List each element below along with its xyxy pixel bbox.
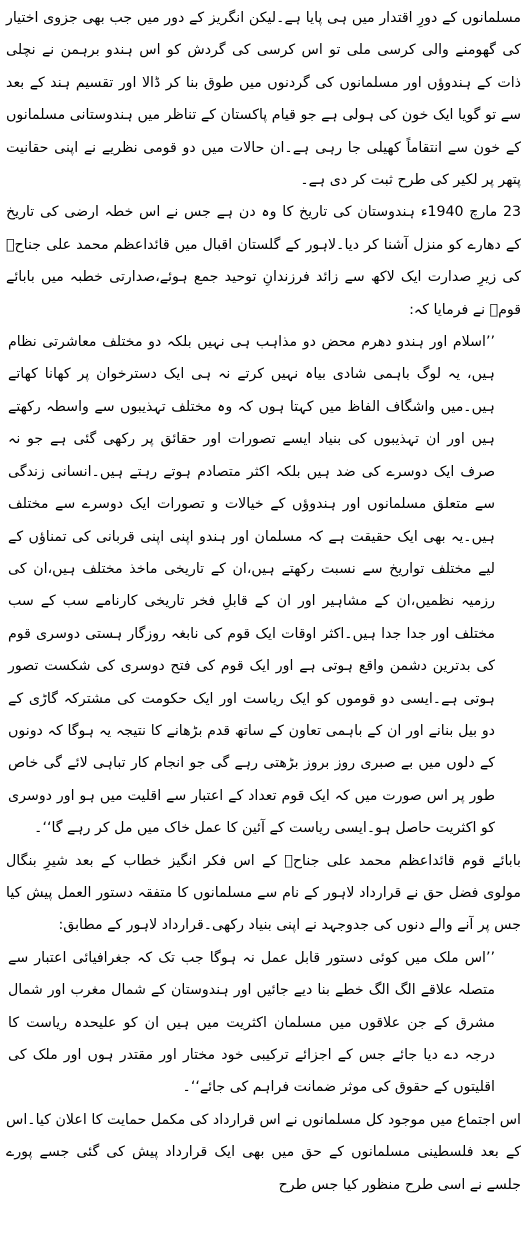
quote-text: ’’اسلام اور ہندو دھرم محض دو مذاہب ہی نہیں بلکہ دو مختلف معاشرتی نظام ہیں، یہ لوگ باہمی شادی بیاہ نہیں کرتے نہ ہی ایک دسترخوان پر کھانا کھاتے ہیں۔میں واشگاف الفاظ میں کہتا ہوں کہ وہ مختلف تہذیبوں سے واسطہ رکھتے ہیں اور ان تہذیبوں کی بنیاد ایسے تصورات اور حقائق پر رکھی گئی ہے جو نہ صرف ایک دوسرے کی ضد ہیں بلکہ اکثر متصادم ہوتے رہتے ہیں۔انسانی زندگی سے متعلق مسلمانوں اور ہندوؤں کے خیالات و تصورات ایک دوسرے سے مختلف ہیں۔یہ بھی ایک حقیقت ہے کہ مسلمان اور ہندو اپنی اپنی قربانی کی تمناؤں کے لیے مختلف تواریخ سے نسبت رکھتے ہیں،ان کے تاریخی ماخذ مختلف ہیں،ان کی رزمیہ نظمیں،ان کے مشاہیر اور ان کے قابلِ فخر تاریخی کارنامے سب کے سب مختلف اور جدا جدا ہیں۔اکثر اوقات ایک قوم کی نابغہ روزگار ہستی دوسری قوم کی بدترین دشمن واقع ہوتی ہے اور ایک قوم کی فتح دوسری کی شکست تصور ہوتی ہے۔ایسی دو قوموں کو ایک ریاست اور ایک حکومت کی مشترکہ گاڑی کے دو بیل بنانے اور ان کے باہمی تعاون کے ساتھ قدم بڑھانے کا نتیجہ یہ ہوگا کہ دونوں کے دلوں میں بے صبری روز بروز بڑھتی رہے گی جو انجام کار تباہی لائے گی خاص طور پر اس صورت میں کہ ایک قوم تعداد کے اعتبار سے اقلیت میں ہو اور دوسری کو اکثریت حاصل ہو۔ایسی ریاست کے آئین کا عمل خاک میں مل کر رہے گا‘‘۔ [8,334,495,837]
quaid-speech-quote [6,326,521,845]
quote-text: ’’اس ملک میں کوئی دستور قابل عمل نہ ہوگا جب تک کہ جغرافیائی اعتبار سے متصلہ علاقے الگ الگ خطے بنا دیے جائیں اور ہندوستان کے شمال مغرب اور شمال مشرق کے جن علاقوں میں مسلمان اکثریت میں ہیں ان کو علیحدہ ریاست کا درجہ دے دیا جائے جس کے اجزائے ترکیبی خود مختار اور مقتدر ہوں اور ملک کی اقلیتوں کے حقوق کی موثر ضمانت فراہم کی جائے‘‘۔ [8,949,495,1096]
paragraph-palestine: اس اجتماع میں موجود کل مسلمانوں نے اس قرارداد کی مکمل حمایت کا اعلان کیا۔اس کے بعد فلسطینی مسلمانوں کے حق میں بھی ایک قرارداد پیش کی گئی جسے پورے جلسے نے اسی طرح منظور کیا جس طرح [6,1111,521,1193]
paragraph-march-1940: 23 مارچ 1940ء ہندوستان کی تاریخ کا وہ دن ہے جس نے اس خطہ ارضی کی تاریخ کے دھارے کو منزل آشنا کر دیا۔لاہور کے گلستان اقبال میں قائداعظم محمد علی جناحؒ کی زیرِ صدارت ایک لاکھ سے زائد فرزندانِ توحید جمع ہوئے،صدارتی خطبہ میں بابائے قومؒ نے فرمایا کہ: [6,204,522,318]
paragraph-intro: مسلمانوں کے دورِ اقتدار میں ہی پایا ہے۔لیکن انگریز کے دور میں جب بھی جزوی اختیار کی گھومنے والی کرسی ملی تو اس کرسی کی گردش کو اس ہندو برہمن نے نچلی ذات کے ہندوؤں اور مسلمانوں کی گردنوں میں طوق بنا کر ڈالا اور تقسیم ہند کے بعد سے تو گویا ایک خون کی ہولی ہے جو قیام پاکستان کے تناظر میں ہندوستانی مسلمانوں کے خون سے انتقاماً کھیلی جا رہی ہے۔ان حالات میں دو قومی نظریے نے اپنی حقانیت پتھر پر لکیر کی طرح ثبت کر دی ہے۔ [6,10,521,189]
lahore-resolution-quote [6,942,521,1104]
paragraph-lahore-resolution: بابائے قوم قائداعظم محمد علی جناحؒ کے اس فکر انگیز خطاب کے بعد شیرِ بنگال مولوی فضل حق نے قرارداد لاہور کے نام سے مسلمانوں کا متفقہ دستور العمل پیش کیا جس پر آنے والے دنوں کی جدوجہد نے اپنی بنیاد رکھی۔قرارداد لاہور کے مطابق: [6,852,521,934]
